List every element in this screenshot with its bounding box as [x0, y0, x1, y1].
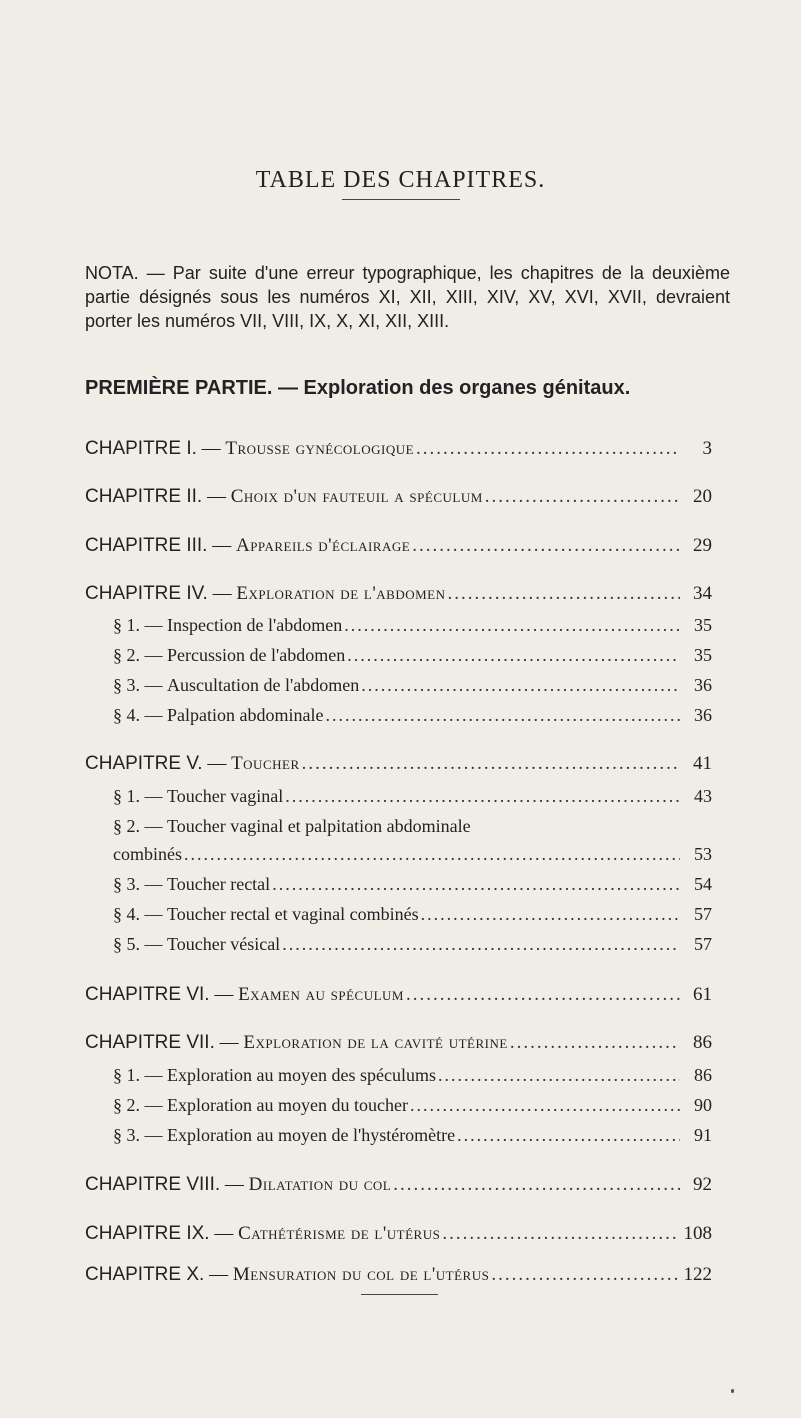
- section-number: § 4.: [113, 705, 140, 725]
- section-number: § 2.: [113, 816, 140, 836]
- section-title: Toucher rectal et vaginal combinés: [167, 904, 419, 924]
- section-title: Exploration au moyen de l'hystéromètre: [167, 1125, 456, 1145]
- part-heading: PREMIÈRE PARTIE. — Exploration des organes génitaux.: [85, 377, 631, 399]
- toc-section: § 2. — Percussion de l'abdomen ..... 35: [113, 645, 712, 675]
- leader-dots: [447, 583, 680, 605]
- toc-chapter: CHAPITRE III. — Appareils d'éclairage ..... 29: [85, 535, 712, 565]
- toc-section: § 1. — Inspection de l'abdomen ..... 35: [113, 615, 712, 645]
- page-number: 36: [694, 705, 712, 725]
- page-number: 108: [683, 1223, 712, 1244]
- page-number: 36: [694, 675, 712, 695]
- closing-rule: [361, 1294, 438, 1295]
- section-title: Toucher vaginal et palpitation abdominale: [167, 816, 471, 836]
- section-title: Exploration au moyen des spéculums: [167, 1065, 436, 1085]
- leader-dots: [344, 615, 680, 636]
- section-number: § 1.: [113, 786, 140, 806]
- section-title: Toucher rectal: [167, 874, 271, 894]
- chapter-number: CHAPITRE V.: [85, 753, 203, 774]
- page-number: 35: [694, 615, 712, 635]
- page-number: 54: [694, 874, 712, 894]
- chapter-title: Exploration de l'abdomen: [236, 583, 446, 604]
- chapter-title: Dilatation du col: [248, 1174, 392, 1195]
- page-number: 86: [693, 1032, 712, 1053]
- section-number: § 5.: [113, 934, 140, 954]
- section-number: § 2.: [113, 1095, 140, 1115]
- page-number: 29: [693, 535, 712, 556]
- toc-section: § 1. — Toucher vaginal ..... 43: [113, 786, 712, 816]
- nota-paragraph: NOTA. — Par suite d'une erreur typographique, les chapitres de la deuxième partie désignés sous les numéros XI, XII, XIII, XIV, XV, XVI, XVII, devraient porter les numéros VII, VIII, IX, X, XI, XII, XIII.: [85, 263, 730, 331]
- section-title: Percussion de l'abdomen: [167, 645, 346, 665]
- page-number: 34: [693, 583, 712, 604]
- page-number: 90: [694, 1095, 712, 1115]
- leader-dots: [510, 1032, 680, 1054]
- chapter-title: Examen au spéculum: [238, 984, 404, 1005]
- chapter-number: CHAPITRE IX.: [85, 1223, 210, 1244]
- chapter-title: Cathétérisme de l'utérus: [238, 1223, 441, 1244]
- toc-section: § 4. — Toucher rectal et vaginal combinés ..... 57: [113, 904, 712, 934]
- section-title: Auscultation de l'abdomen: [167, 675, 360, 695]
- page-number: 43: [694, 786, 712, 806]
- ink-speck: [731, 1389, 734, 1393]
- leader-dots: [282, 934, 680, 955]
- toc-chapter: CHAPITRE V. — Toucher ..... 41: [85, 753, 712, 783]
- section-number: § 1.: [113, 615, 140, 635]
- section-number: § 1.: [113, 1065, 140, 1085]
- section-number: § 3.: [113, 874, 140, 894]
- toc-chapter: CHAPITRE IX. — Cathétérisme de l'utérus ..... 108: [85, 1223, 712, 1253]
- leader-dots: [485, 486, 680, 508]
- chapter-number: CHAPITRE I.: [85, 438, 197, 459]
- chapter-number: CHAPITRE VIII.: [85, 1174, 221, 1195]
- page-title: TABLE DES CHAPITRES.: [255, 167, 546, 193]
- section-number: § 3.: [113, 1125, 140, 1145]
- section-number: § 2.: [113, 645, 140, 665]
- leader-dots: [410, 1095, 680, 1116]
- section-title: Toucher vaginal: [167, 786, 284, 806]
- section-title: Toucher vésical: [167, 934, 281, 954]
- toc-chapter: CHAPITRE I. — Trousse gynécologique ..... 3: [85, 438, 712, 468]
- title-rule: [342, 199, 460, 200]
- chapter-title: Appareils d'éclairage: [235, 535, 411, 556]
- toc-section-continuation: [113, 844, 712, 874]
- chapter-title: Exploration de la cavité utérine: [243, 1032, 508, 1053]
- leader-dots: [406, 984, 680, 1006]
- chapter-title: Trousse gynécologique: [225, 438, 415, 459]
- toc-section: § 2. — Exploration au moyen du toucher ..... 90: [113, 1095, 712, 1125]
- toc-section: § 2. — Toucher vaginal et palpitation abdominale: [113, 816, 471, 836]
- page-number: 41: [693, 753, 712, 774]
- toc-chapter: CHAPITRE IV. — Exploration de l'abdomen ..... 34: [85, 583, 712, 613]
- section-title: Exploration au moyen du toucher: [167, 1095, 408, 1115]
- page-number: 61: [693, 984, 712, 1005]
- chapter-number: CHAPITRE VI.: [85, 984, 210, 1005]
- toc-section: § 3. — Toucher rectal ..... 54: [113, 874, 712, 904]
- section-number: § 4.: [113, 904, 140, 924]
- page-number: 122: [683, 1264, 712, 1285]
- leader-dots: [416, 438, 680, 460]
- leader-dots: [285, 786, 680, 807]
- page-number: 53: [694, 844, 712, 864]
- page-number: 35: [694, 645, 712, 665]
- toc-chapter: CHAPITRE II. — Choix d'un fauteuil a spéculum ..... 20: [85, 486, 712, 516]
- leader-dots: [442, 1223, 677, 1245]
- toc-section: § 3. — Exploration au moyen de l'hystéromètre ..... 91: [113, 1125, 712, 1155]
- toc-section: § 3. — Auscultation de l'abdomen ..... 36: [113, 675, 712, 705]
- toc-chapter: CHAPITRE VI. — Examen au spéculum ..... 61: [85, 984, 712, 1014]
- toc-section: § 1. — Exploration au moyen des spéculums ..... 86: [113, 1065, 712, 1095]
- chapter-title: Toucher: [231, 753, 300, 774]
- toc-section: § 4. — Palpation abdominale ..... 36: [113, 705, 712, 735]
- page-number: 92: [693, 1174, 712, 1195]
- leader-dots: [438, 1065, 680, 1086]
- leader-dots: [491, 1264, 677, 1286]
- page-number: 86: [694, 1065, 712, 1085]
- page-number: 3: [702, 438, 712, 459]
- section-title: Palpation abdominale: [167, 705, 324, 725]
- chapter-title: Choix d'un fauteuil a spéculum: [230, 486, 483, 507]
- chapter-number: CHAPITRE III.: [85, 535, 208, 556]
- page-number: 57: [694, 934, 712, 954]
- chapter-number: CHAPITRE X.: [85, 1264, 205, 1285]
- toc-section: § 5. — Toucher vésical ..... 57: [113, 934, 712, 964]
- section-title-continuation: combinés: [113, 844, 182, 864]
- section-title: Inspection de l'abdomen: [167, 615, 343, 635]
- leader-dots: [361, 675, 680, 696]
- leader-dots: [393, 1174, 680, 1196]
- chapter-number: CHAPITRE II.: [85, 486, 203, 507]
- toc-chapter: CHAPITRE VIII. — Dilatation du col ..... 92: [85, 1174, 712, 1204]
- leader-dots: [302, 753, 680, 775]
- toc-chapter: CHAPITRE VII. — Exploration de la cavité utérine ..... 86: [85, 1032, 712, 1062]
- leader-dots: [412, 535, 680, 557]
- section-number: § 3.: [113, 675, 140, 695]
- chapter-title: Mensuration du col de l'utérus: [232, 1264, 490, 1285]
- leader-dots: [421, 904, 680, 925]
- leader-dots: [184, 844, 680, 865]
- page-number: 91: [694, 1125, 712, 1145]
- leader-dots: [272, 874, 680, 895]
- leader-dots: [457, 1125, 680, 1146]
- chapter-number: CHAPITRE IV.: [85, 583, 208, 604]
- chapter-number: CHAPITRE VII.: [85, 1032, 215, 1053]
- leader-dots: [347, 645, 680, 666]
- leader-dots: [325, 705, 680, 726]
- toc-chapter: CHAPITRE X. — Mensuration du col de l'utérus ..... 122: [85, 1264, 712, 1294]
- page-number: 20: [693, 486, 712, 507]
- page-number: 57: [694, 904, 712, 924]
